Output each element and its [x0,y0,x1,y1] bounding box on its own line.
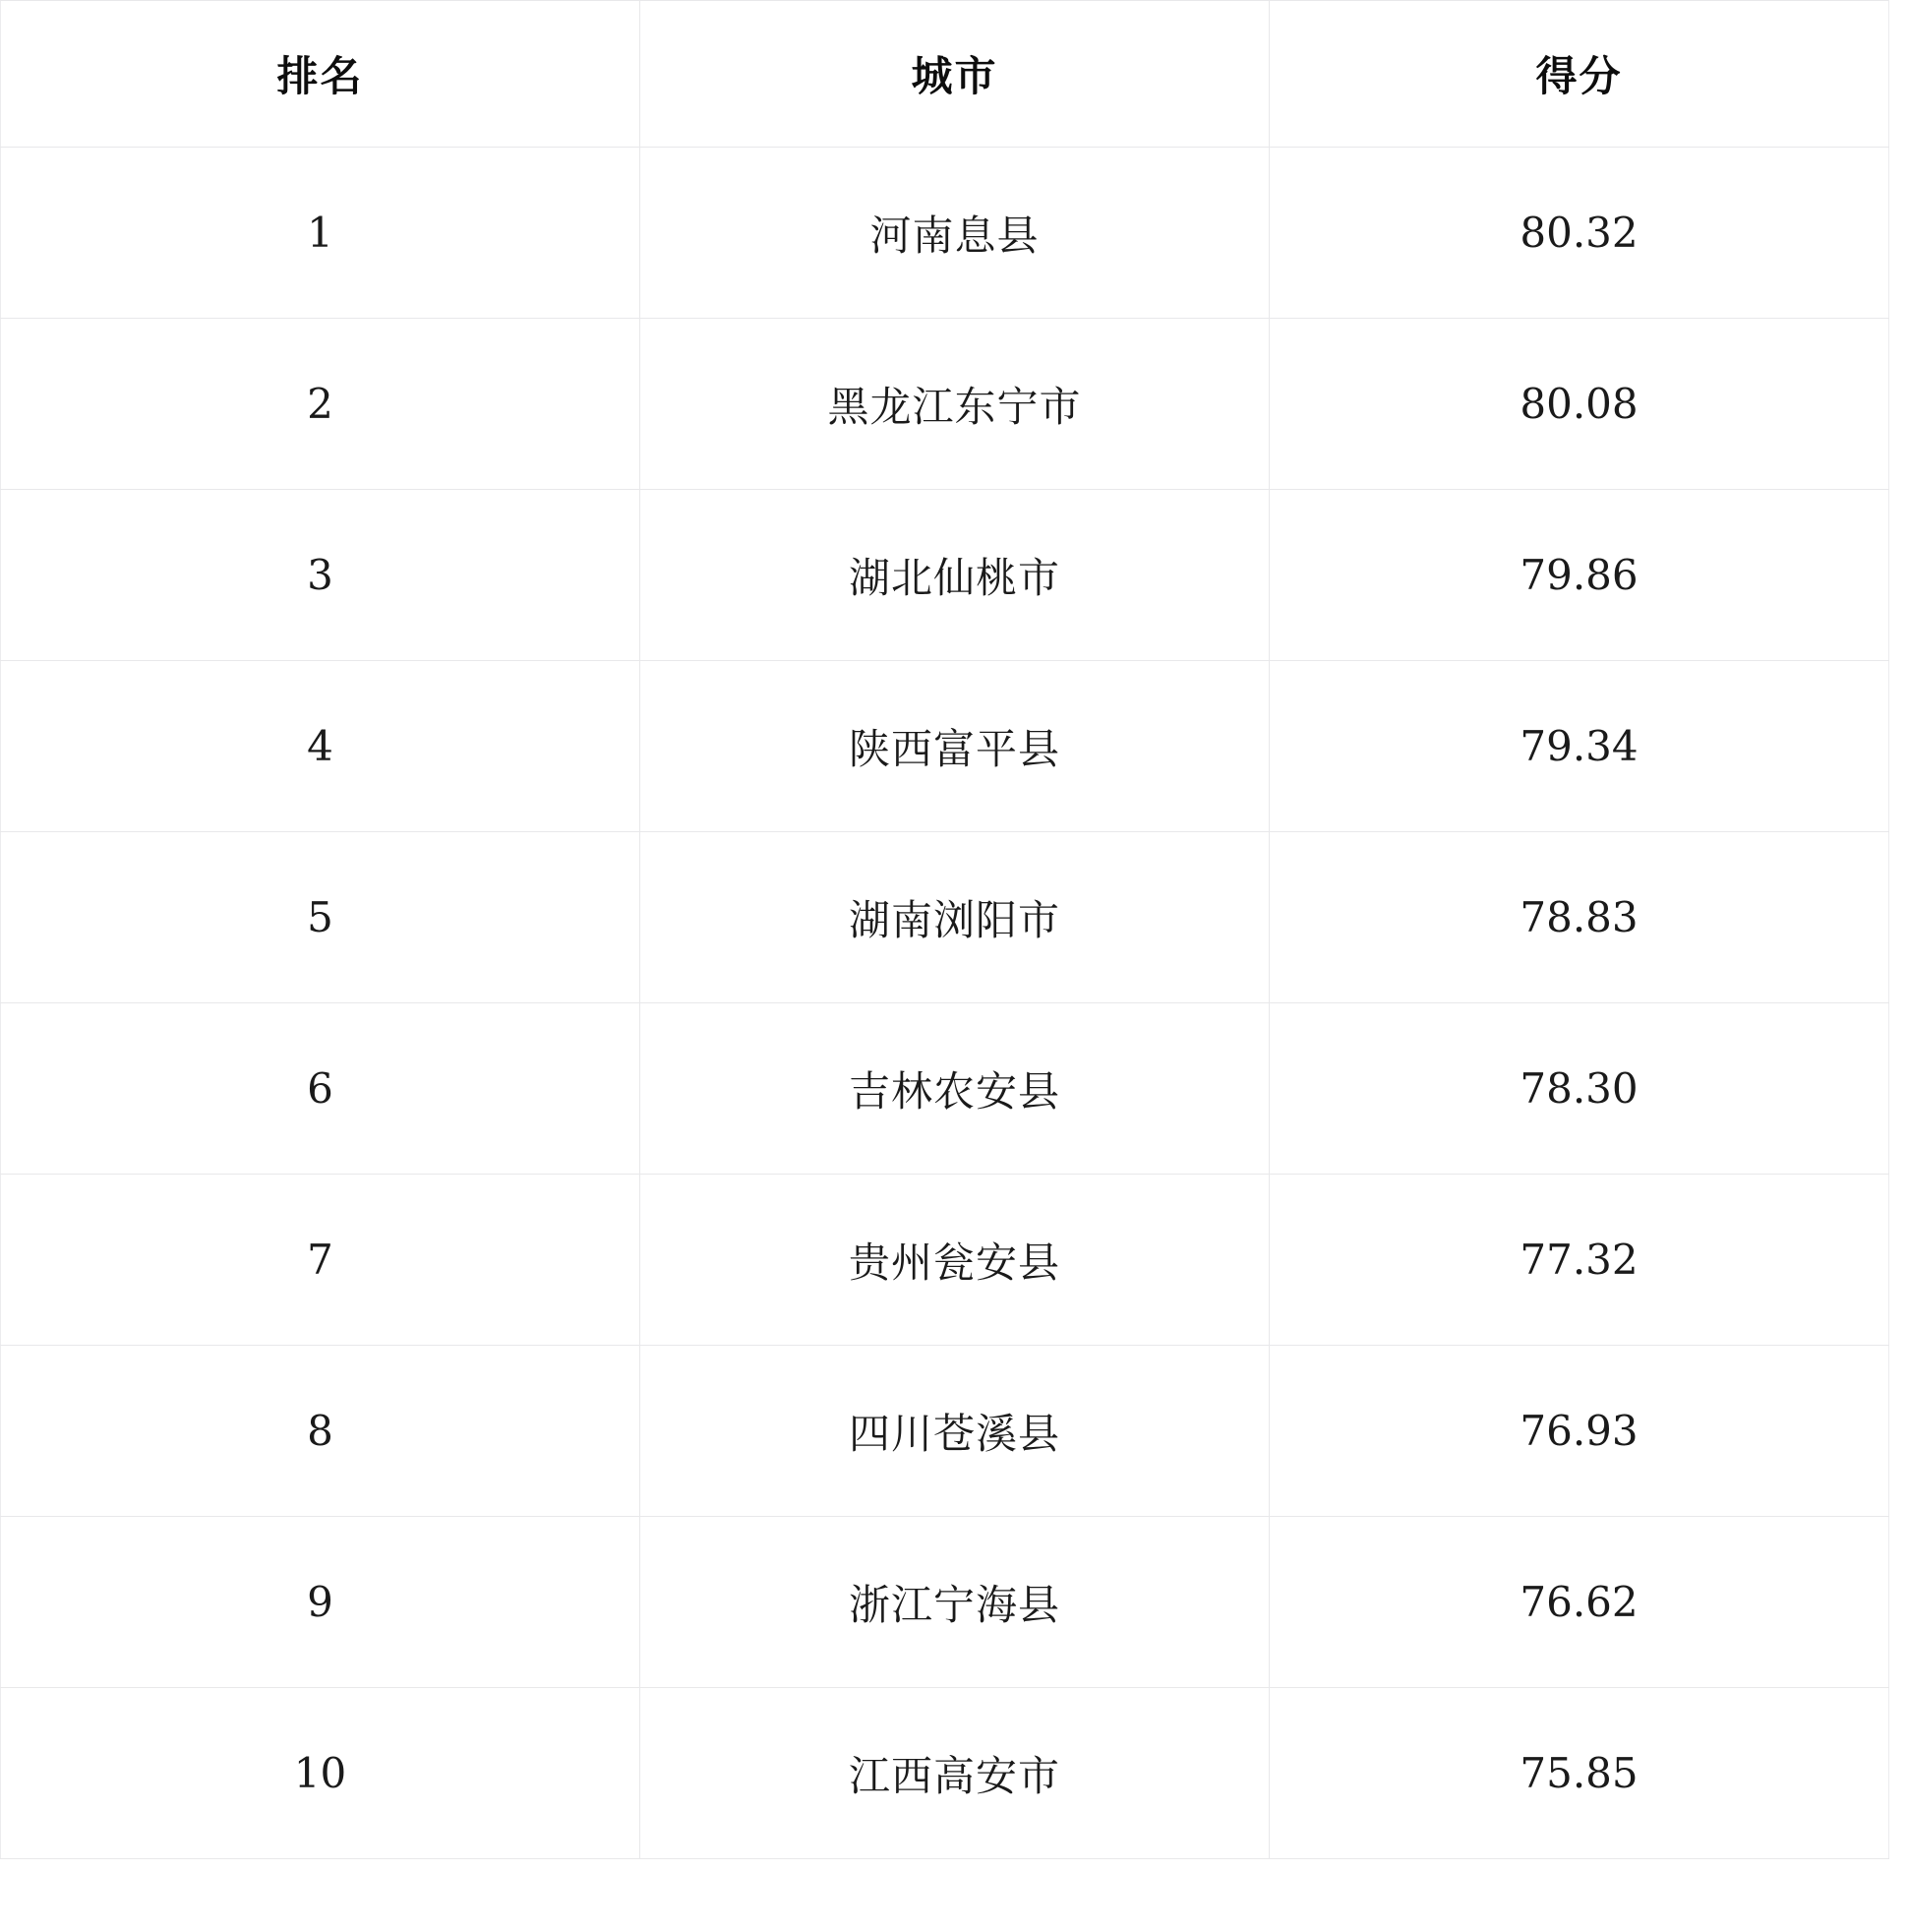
cell-city: 湖北仙桃市 [640,490,1270,661]
cell-score: 78.30 [1270,1003,1889,1175]
cell-score: 76.62 [1270,1517,1889,1688]
cell-rank: 4 [1,661,640,832]
cell-score: 77.32 [1270,1175,1889,1346]
cell-city: 江西高安市 [640,1688,1270,1859]
cell-score: 76.93 [1270,1346,1889,1517]
cell-score: 79.86 [1270,490,1889,661]
cell-rank: 3 [1,490,640,661]
table-row [1,490,1889,661]
table-row [1,661,1889,832]
column-header-score: 得分 [1270,1,1889,148]
cell-score: 79.34 [1270,661,1889,832]
cell-city: 黑龙江东宁市 [640,319,1270,490]
cell-rank: 9 [1,1517,640,1688]
column-header-city: 城市 [640,1,1270,148]
cell-score: 80.32 [1270,148,1889,319]
table-row [1,1346,1889,1517]
cell-rank: 7 [1,1175,640,1346]
cell-score: 78.83 [1270,832,1889,1003]
table-header [1,1,1889,148]
cell-city: 四川苍溪县 [640,1346,1270,1517]
cell-rank: 2 [1,319,640,490]
cell-rank: 10 [1,1688,640,1859]
table-body [1,148,1889,1859]
table-header-row [1,1,1889,148]
table-row [1,1688,1889,1859]
cell-city: 吉林农安县 [640,1003,1270,1175]
cell-city: 河南息县 [640,148,1270,319]
cell-rank: 5 [1,832,640,1003]
table-row [1,1003,1889,1175]
cell-score: 75.85 [1270,1688,1889,1859]
cell-rank: 8 [1,1346,640,1517]
cell-rank: 1 [1,148,640,319]
cell-city: 陕西富平县 [640,661,1270,832]
table-row [1,148,1889,319]
table-row [1,832,1889,1003]
cell-city: 湖南浏阳市 [640,832,1270,1003]
cell-rank: 6 [1,1003,640,1175]
cell-city: 贵州瓮安县 [640,1175,1270,1346]
cell-city: 浙江宁海县 [640,1517,1270,1688]
table-row [1,319,1889,490]
cell-score: 80.08 [1270,319,1889,490]
table-row [1,1175,1889,1346]
table-row [1,1517,1889,1688]
column-header-rank: 排名 [1,1,640,148]
